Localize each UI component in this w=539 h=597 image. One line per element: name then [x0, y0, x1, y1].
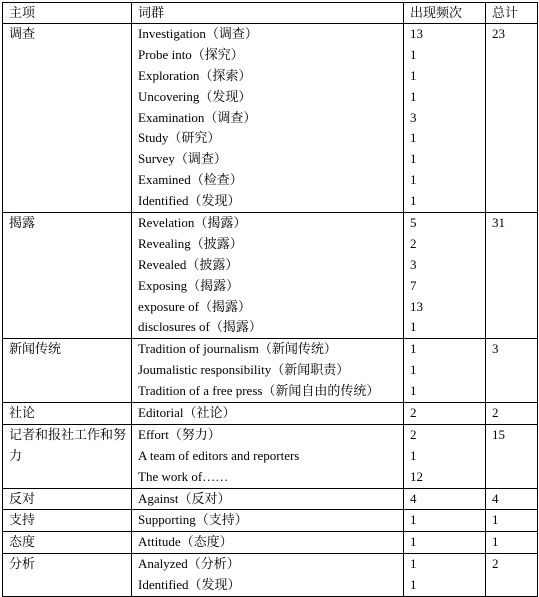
frequency-cell	[404, 403, 486, 425]
frequency-value: 1	[410, 88, 417, 104]
total-cell	[486, 24, 538, 213]
frequency-value: 1	[410, 556, 417, 572]
word-entry: Study（研究）	[138, 130, 221, 146]
word-entry: Probe into（探究）	[138, 46, 244, 62]
frequency-value: 1	[410, 341, 417, 357]
word-entry: Investigation（调查）	[138, 26, 258, 41]
word-entry: Revealed（披露）	[138, 256, 239, 272]
frequency-value: 1	[410, 67, 417, 83]
word-entry: Against（反对）	[138, 490, 231, 506]
frequency-value: 3	[410, 256, 417, 272]
total-value: 31	[492, 215, 505, 231]
theme-label: 分析	[9, 556, 36, 572]
table-row	[3, 532, 538, 554]
word-entry: Uncovering（发现）	[138, 88, 252, 104]
frequency-cell	[404, 339, 486, 403]
theme-cell	[3, 554, 132, 597]
total-cell	[486, 488, 538, 510]
total-cell	[486, 213, 538, 339]
word-entry: Tradition of journalism（新闻传统）	[138, 341, 337, 357]
total-value: 1	[492, 512, 499, 528]
frequency-value: 1	[410, 151, 417, 167]
word-entry: Supporting（支持）	[138, 512, 248, 528]
word-entry: A team of editors and reporters	[138, 447, 300, 463]
words-cell	[132, 532, 404, 554]
frequency-cell	[404, 532, 486, 554]
word-entry: Editorial（社论）	[138, 405, 236, 421]
theme-label: 反对	[9, 490, 36, 506]
theme-cell	[3, 510, 132, 532]
total-cell	[486, 532, 538, 554]
total-cell	[486, 339, 538, 403]
table-row	[3, 339, 538, 403]
word-entry: Effort（努力）	[138, 426, 221, 442]
words-cell	[132, 24, 404, 213]
word-entry: Analyzed（分析）	[138, 556, 240, 572]
frequency-cell	[404, 213, 486, 339]
word-entry: Revelation（揭露）	[138, 215, 247, 231]
word-entry: Identified（发现）	[138, 193, 241, 209]
header-words: 词群	[132, 3, 404, 24]
header-frequency: 出现频次	[404, 3, 486, 24]
words-cell	[132, 488, 404, 510]
words-cell	[132, 213, 404, 339]
frequency-cell	[404, 424, 486, 488]
table-row	[3, 510, 538, 532]
frequency-value: 4	[410, 490, 417, 506]
frequency-value: 5	[410, 215, 417, 231]
theme-label: 记者和报社工作和努力	[9, 426, 127, 463]
frequency-value: 1	[410, 447, 417, 463]
word-entry: Examination（调查）	[138, 109, 257, 125]
theme-label: 态度	[9, 534, 36, 550]
frequency-value: 2	[410, 426, 417, 442]
word-entry: Identified（发现）	[138, 577, 241, 593]
theme-cell	[3, 424, 132, 488]
total-value: 2	[492, 405, 499, 421]
words-cell	[132, 403, 404, 425]
frequency-value: 1	[410, 512, 417, 528]
word-entry: Exploration（探索）	[138, 67, 252, 83]
frequency-value: 1	[410, 383, 417, 399]
words-cell	[132, 510, 404, 532]
table-row	[3, 24, 538, 213]
theme-label: 支持	[9, 512, 36, 528]
frequency-value: 1	[410, 577, 417, 593]
words-cell	[132, 339, 404, 403]
word-entry: Exposing（揭露）	[138, 277, 240, 293]
total-value: 15	[492, 426, 505, 442]
table-row	[3, 424, 538, 488]
frequency-value: 7	[410, 277, 417, 293]
theme-cell	[3, 213, 132, 339]
total-value: 2	[492, 556, 499, 572]
word-entry: disclosures of（揭露）	[138, 319, 262, 335]
total-value: 23	[492, 26, 505, 41]
total-cell	[486, 510, 538, 532]
frequency-value: 1	[410, 130, 417, 146]
words-cell	[132, 554, 404, 597]
total-cell	[486, 403, 538, 425]
theme-label: 调查	[9, 26, 36, 41]
table-body	[3, 24, 538, 597]
theme-cell	[3, 488, 132, 510]
frequency-value: 1	[410, 362, 417, 378]
theme-label: 新闻传统	[9, 341, 62, 357]
word-entry: The work of……	[138, 468, 229, 484]
frequency-value: 1	[410, 319, 417, 335]
frequency-cell	[404, 488, 486, 510]
word-entry: Joumalistic responsibility（新闻职责）	[138, 362, 350, 378]
frequency-value: 12	[410, 468, 423, 484]
word-frequency-table	[2, 2, 538, 597]
table-row	[3, 554, 538, 597]
word-entry: Attitude（态度）	[138, 534, 233, 550]
theme-cell	[3, 339, 132, 403]
frequency-cell	[404, 24, 486, 213]
word-entry: Examined（检查）	[138, 172, 243, 188]
word-entry: Tradition of a free press（新闻自由的传统）	[138, 383, 380, 399]
word-entry: exposure of（揭露）	[138, 298, 252, 314]
total-cell	[486, 424, 538, 488]
table-row	[3, 403, 538, 425]
word-entry: Revealing（披露）	[138, 235, 243, 251]
frequency-value: 1	[410, 46, 417, 62]
header-total: 总计	[486, 3, 538, 24]
word-entry: Survey（调查）	[138, 151, 227, 167]
frequency-value: 13	[410, 26, 423, 41]
header-theme: 主项	[3, 3, 132, 24]
theme-label: 揭露	[9, 215, 36, 231]
frequency-value: 2	[410, 405, 417, 421]
frequency-value: 2	[410, 235, 417, 251]
frequency-value: 1	[410, 534, 417, 550]
theme-cell	[3, 403, 132, 425]
table-row	[3, 488, 538, 510]
table-row	[3, 213, 538, 339]
frequency-cell	[404, 510, 486, 532]
frequency-cell	[404, 554, 486, 597]
total-cell	[486, 554, 538, 597]
header-row	[3, 3, 538, 24]
theme-label: 社论	[9, 405, 36, 421]
total-value: 3	[492, 341, 499, 357]
total-value: 1	[492, 534, 499, 550]
theme-cell	[3, 24, 132, 213]
total-value: 4	[492, 490, 499, 506]
frequency-value: 13	[410, 298, 423, 314]
frequency-value: 1	[410, 172, 417, 188]
frequency-value: 3	[410, 109, 417, 125]
theme-cell	[3, 532, 132, 554]
words-cell	[132, 424, 404, 488]
frequency-value: 1	[410, 193, 417, 209]
